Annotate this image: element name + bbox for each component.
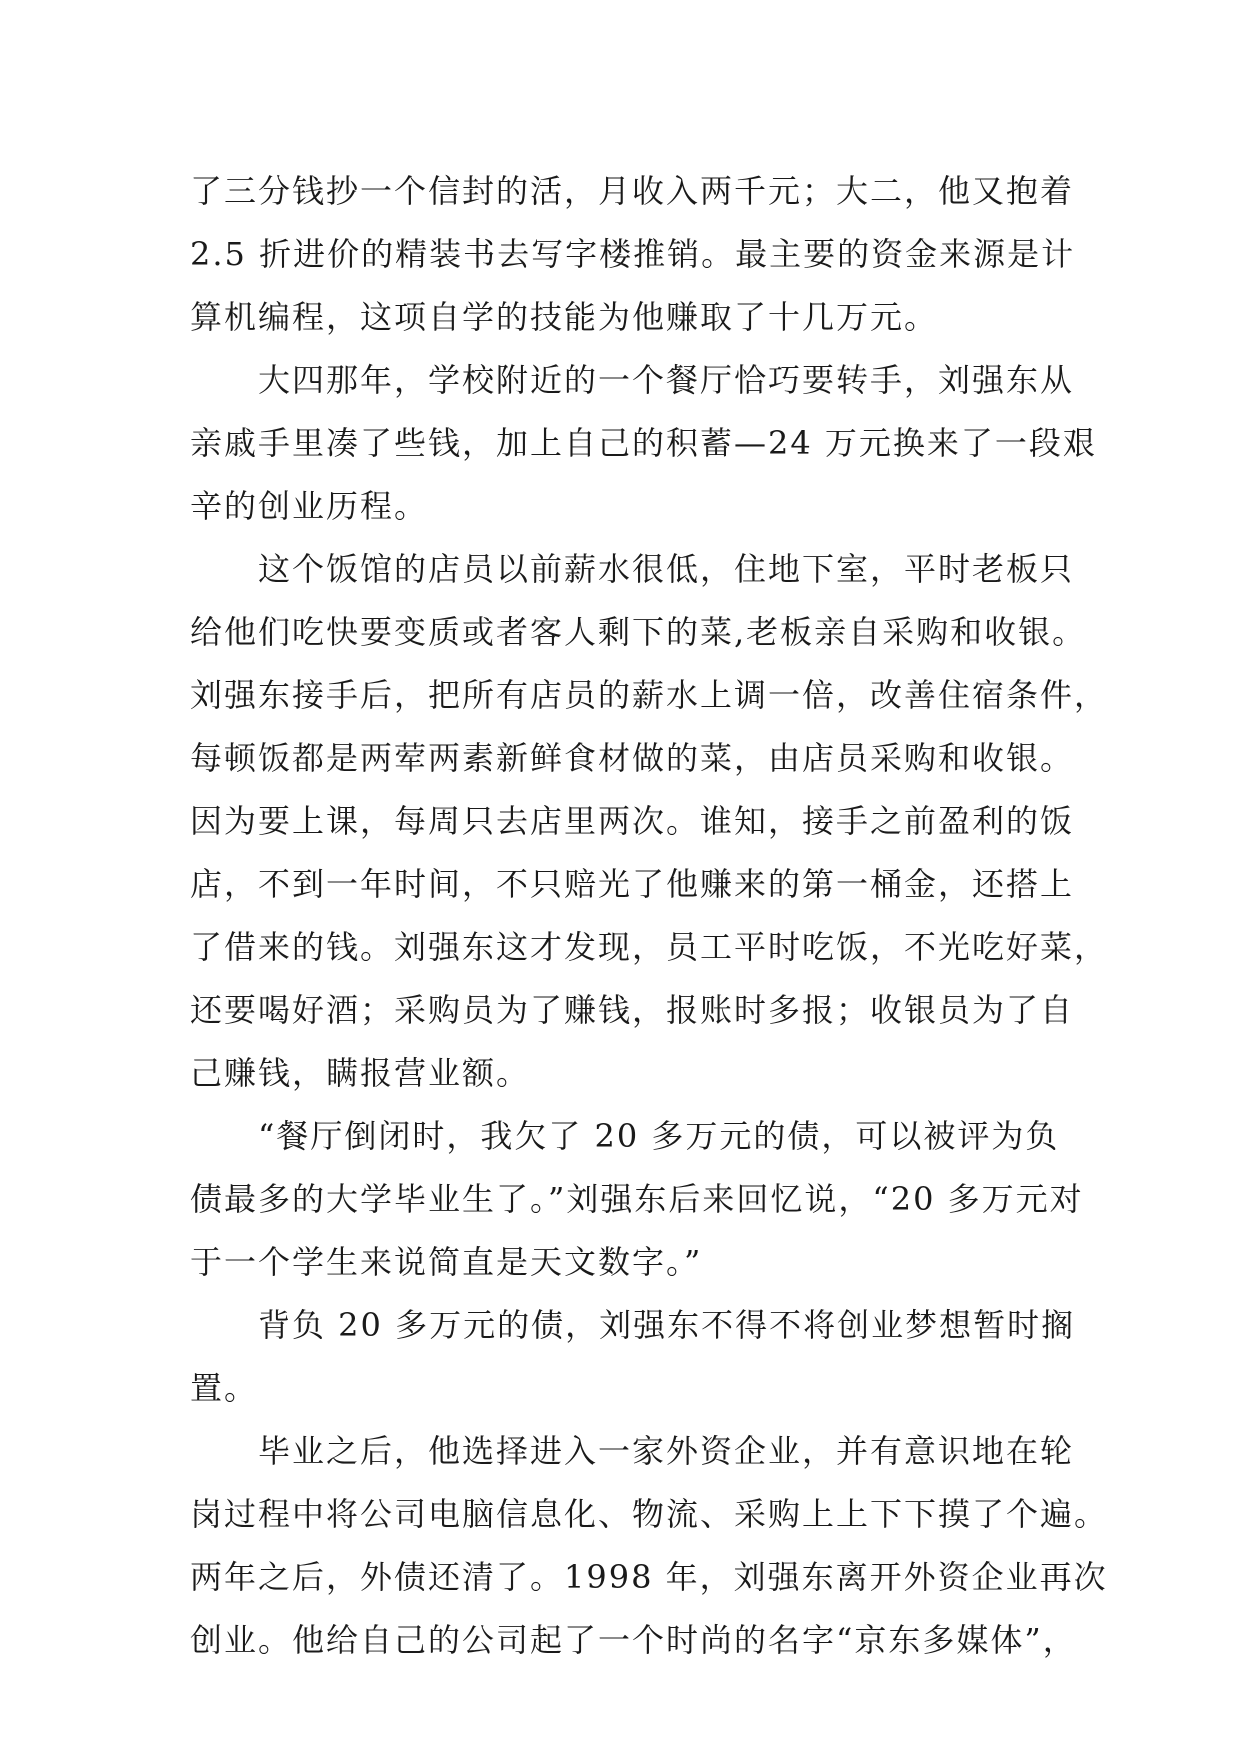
text-line: 亲戚手里凑了些钱，加上自己的积蓄—24 万元换来了一段艰	[190, 424, 1097, 462]
text-line: 辛的创业历程。	[190, 487, 429, 525]
text-line: 因为要上课，每周只去店里两次。谁知，接手之前盈利的饭	[190, 802, 1075, 840]
text-line: 还要喝好酒；采购员为了赚钱，报账时多报；收银员为了自	[190, 991, 1075, 1029]
text-line: 两年之后，外债还清了。1998 年，刘强东离开外资企业再次	[190, 1558, 1108, 1596]
paragraph-start-line: 这个饭馆的店员以前薪水很低，住地下室，平时老板只	[258, 550, 1075, 588]
text-line: 了三分钱抄一个信封的活，月收入两千元；大二，他又抱着	[190, 172, 1075, 210]
text-line: 岗过程中将公司电脑信息化、物流、采购上上下下摸了个遍。	[190, 1495, 1109, 1533]
text-line: 刘强东接手后，把所有店员的薪水上调一倍，改善住宿条件，	[190, 676, 1109, 714]
text-line: 算机编程，这项自学的技能为他赚取了十几万元。	[190, 298, 939, 336]
paragraph-start-line: 背负 20 多万元的债，刘强东不得不将创业梦想暂时搁	[258, 1306, 1076, 1344]
paragraph-start-line: “餐厅倒闭时，我欠了 20 多万元的债，可以被评为负	[258, 1117, 1060, 1155]
text-line: 店，不到一年时间，不只赔光了他赚来的第一桶金，还搭上	[190, 865, 1075, 903]
body-text	[190, 160, 1109, 1672]
text-line: 于一个学生来说简直是天文数字。”	[190, 1243, 703, 1281]
text-line: 置。	[190, 1369, 259, 1407]
paragraph-start-line: 毕业之后，他选择进入一家外资企业，并有意识地在轮	[258, 1432, 1075, 1470]
text-line: 了借来的钱。刘强东这才发现，员工平时吃饭，不光吃好菜，	[190, 928, 1109, 966]
text-line: 己赚钱，瞒报营业额。	[190, 1054, 531, 1092]
text-line: 给他们吃快要变质或者客人剩下的菜,老板亲自采购和收银。	[190, 613, 1087, 651]
text-line: 创业。他给自己的公司起了一个时尚的名字“京东多媒体”，	[190, 1621, 1077, 1659]
paragraph-start-line: 大四那年，学校附近的一个餐厅恰巧要转手，刘强东从	[258, 361, 1075, 399]
text-line: 每顿饭都是两荤两素新鲜食材做的菜，由店员采购和收银。	[190, 739, 1075, 777]
text-line: 2.5 折进价的精装书去写字楼推销。最主要的资金来源是计	[190, 235, 1076, 273]
text-line: 债最多的大学毕业生了。”刘强东后来回忆说，“20 多万元对	[190, 1180, 1084, 1218]
